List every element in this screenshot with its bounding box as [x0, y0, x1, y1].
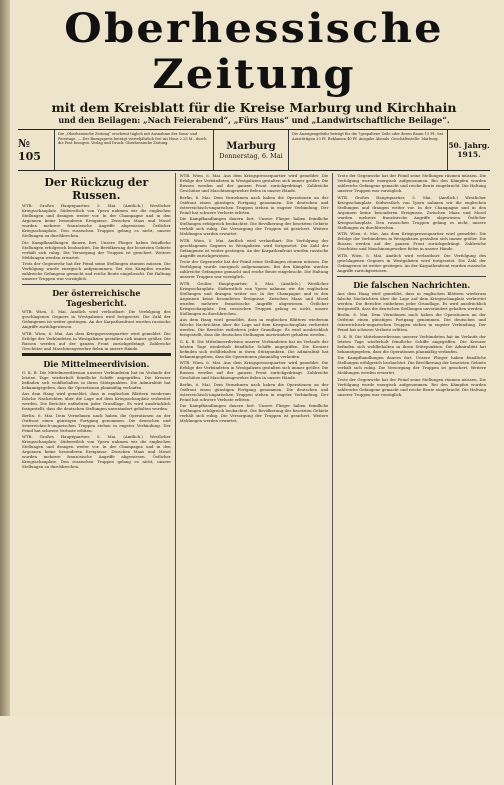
article-body — [337, 173, 486, 273]
article-paragraph: Aus dem Haag wird gemeldet, dass in englischen Blättern wiederum falsche Nachrichten über die Lage auf dem Kriegsschauplatz verbreitet werden. Die Berichte entbehren jeder Grundlage. Es wird ausdrücklich festgestellt, dass die deutschen Stellungen unverändert gehalten werden. — [337, 290, 487, 311]
article-paragraph: WTB. Wien, 5. Mai. Amtlich wird verlautbart: Die Verfolgung des geschlagenen Gegners in Westgalizien wird fortgesetzt. Die Zahl der Gefangenen ist weiter gestiegen. An der Karpathenfront wurden russische Angriffe zurückgewiesen. — [337, 252, 487, 273]
masthead-subtitle: mit dem Kreisblatt für die Kreise Marburg und Kirchhain — [51, 100, 457, 115]
article-paragraph: Trotz der Gegenwehr hat der Feind seine Stellungen räumen müssen. Die Verfolgung wurde energisch aufgenommen. Bei den Kämpfen wurden zahlreiche Gefangene gemacht und reiche Beute eingebracht. Die Haltung unserer Truppen war vorzüglich. — [337, 376, 487, 397]
article-paragraph: G. K. B. Die Mittelmeerdivision unserer Verbündeten hat im Verlaufe der letzten Tage wiederholt feindliche Schiffe angegriffen. Die Kreuzer befinden sich wohlbehalten in ihren Stützpunkten. Die Admiralität hat bekanntgegeben, dass die Operationen planmäßig verlaufen. — [337, 333, 487, 354]
column-divider — [22, 284, 171, 285]
article-paragraph: Trotz der Gegenwehr hat der Feind seine Stellungen räumen müssen. Die Verfolgung wurde energisch aufgenommen. Bei den Kämpfen wurden zahlreiche Gefangene gemacht und reiche Beute eingebracht. Die Haltung unserer Truppen war vorzüglich. — [179, 259, 329, 279]
article-paragraph: Aus dem Haag wird gemeldet, dass in englischen Blättern wiederum falsche Nachrichten über die Lage auf dem Kriegsschauplatz verbreitet werden. Die Berichte entbehren jeder Grundlage. Es wird ausdrücklich festgestellt, dass die deutschen Stellungen unverändert gehalten werden. — [22, 391, 171, 411]
article-paragraph: Berlin, 6. Mai. Dem Vernehmen nach haben die Operationen an der Ostfront einen günstigen Fortgang genommen. Die deutschen und österreichisch-ungarischen Truppen stehen in engster Verbindung. Der Feind hat schwere Verluste erlitten. — [179, 381, 329, 402]
article-paragraph: Berlin, 6. Mai. Dem Vernehmen nach haben die Operationen an der Ostfront einen günstigen Fortgang genommen. Die deutschen und österreichisch-ungarischen Truppen stehen in engster Verbindung. Der Feind hat schwere Verluste erlitten. — [22, 412, 171, 433]
issue-dateline — [213, 130, 289, 170]
article-paragraph: WTB. Wien, 6. Mai. Aus dem Kriegspressequartier wird gemeldet: Die Erfolge der Verbündeten in Westgalizien gestalten sich immer größer. Die Russen werden auf der ganzen Front zurückgedrängt. Zahlreiche Geschütze und Maschinengewehre fielen in unsere Hände. — [22, 330, 171, 351]
article-paragraph: WTB. Großes Hauptquartier, 5. Mai. (Amtlich.) Westlicher Kriegsschauplatz. Südwestlich von Ypern nahmen wir die englischen Stellungen und drangen weiter vor. In der Champagne und in den Argonnen keine besonderen Ereignisse. Zwischen Maas und Mosel wurden mehrere französische Angriffe abgewiesen. Östlicher Kriegsschauplatz. Den russischen Truppen gelang es nicht, unsere Stellungen zu durchbrechen. — [179, 280, 329, 316]
article-title: Der österreichische Tagesbericht. — [52, 288, 141, 308]
subscription-notice: Die „Oberhessische Zeitung“ erscheint täglich mit Ausnahme der Sonn- und Feiertage. — Der Bezugspreis beträgt vierteljährlich frei ins Haus 2.25 M., durch die Post bezogen. Verlag und Druck: Oberhessische Zeitung. — [58, 132, 207, 146]
column-3 — [333, 173, 490, 785]
issue-city: Marburg — [226, 140, 276, 152]
article-body — [22, 203, 171, 281]
article-paragraph: Die Kampfhandlungen dauern fort. Unsere Flieger haben feindliche Stellungen erfolgreich beobachtet. Die Bevölkerung der besetzten Gebiete verhält sich ruhig. Die Versorgung der Truppen ist gesichert. Weitere Meldungen werden erwartet. — [179, 403, 329, 423]
column-1 — [18, 173, 176, 785]
article-title: Die falschen Nachrichten. — [353, 279, 471, 290]
article-body — [22, 309, 171, 351]
article-paragraph: Berlin, 6. Mai. Dem Vernehmen nach haben die Operationen an der Ostfront einen günstigen Fortgang genommen. Die deutschen und österreichisch-ungarischen Truppen stehen in engster Verbindung. Der Feind hat schwere Verluste erlitten. — [337, 312, 487, 332]
page-binding-edge — [0, 0, 10, 716]
article-paragraph: Trotz der Gegenwehr hat der Feind seine Stellungen räumen müssen. Die Verfolgung wurde energisch aufgenommen. Bei den Kämpfen wurden zahlreiche Gefangene gemacht und reiche Beute eingebracht. Die Haltung unserer Truppen war vorzüglich. — [337, 173, 487, 193]
column-divider — [337, 276, 486, 277]
article-title: Der Rückzug der Russen. — [44, 176, 149, 202]
article-columns — [18, 173, 490, 785]
article-paragraph: WTB. Wien, 5. Mai. Amtlich wird verlautbart: Die Verfolgung des geschlagenen Gegners in Westgalizien wird fortgesetzt. Die Zahl der Gefangenen ist weiter gestiegen. An der Karpathenfront wurden russische Angriffe zurückgewiesen. — [179, 237, 329, 258]
article-paragraph: G. K. B. Die Mittelmeerdivision unserer Verbündeten hat im Verlaufe der letzten Tage wiederholt feindliche Schiffe angegriffen. Die Kreuzer befinden sich wohlbehalten in ihren Stützpunkten. Die Admiralität hat bekanntgegeben, dass die Operationen planmäßig verlaufen. — [179, 338, 329, 359]
article-paragraph: WTB. Wien, 6. Mai. Aus dem Kriegspressequartier wird gemeldet: Die Erfolge der Verbündeten in Westgalizien gestalten sich immer größer. Die Russen werden auf der ganzen Front zurückgedrängt. Zahlreiche Geschütze und Maschinengewehre fielen in unsere Hände. — [179, 173, 329, 193]
article-paragraph: Die Kampfhandlungen dauern fort. Unsere Flieger haben feindliche Stellungen erfolgreich beobachtet. Die Bevölkerung der besetzten Gebiete verhält sich ruhig. Die Versorgung der Truppen ist gesichert. Weitere Meldungen werden erwartet. — [179, 216, 329, 236]
advertising-notice: Die Anzeigengebühr beträgt für die 7gespaltene Zeile oder deren Raum 15 Pf., bei Auswärtigen 20 Pf. Reklamen 40 Pf. Ausgabe Abends. Geschäftsstelle: Marburg. — [292, 132, 443, 141]
article-paragraph: Die Kampfhandlungen dauern fort. Unsere Flieger haben feindliche Stellungen erfolgreich beobachtet. Die Bevölkerung der besetzten Gebiete verhält sich ruhig. Die Versorgung der Truppen ist gesichert. Weitere Meldungen werden erwartet. — [22, 239, 171, 260]
article-paragraph: Trotz der Gegenwehr hat der Feind seine Stellungen räumen müssen. Die Verfolgung wurde energisch aufgenommen. Bei den Kämpfen wurden zahlreiche Gefangene gemacht und reiche Beute eingebracht. Die Haltung unserer Truppen war vorzüglich. — [22, 261, 171, 281]
article-body — [180, 173, 329, 423]
issue-number: № 105 — [18, 130, 55, 170]
masthead-supplements: und den Beilagen: „Nach Feierabend“, „Fürs Haus“ und „Landwirtschaftliche Beilage“. — [58, 115, 450, 125]
volume-label: 50. Jahrg. — [448, 141, 490, 150]
article-paragraph: WTB. Wien, 6. Mai. Aus dem Kriegspressequartier wird gemeldet: Die Erfolge der Verbündeten in Westgalizien gestalten sich immer größer. Die Russen werden auf der ganzen Front zurückgedrängt. Zahlreiche Geschütze und Maschinengewehre fielen in unsere Hände. — [337, 231, 487, 251]
article-paragraph: G. K. B. Die Mittelmeerdivision unserer Verbündeten hat im Verlaufe der letzten Tage wiederholt feindliche Schiffe angegriffen. Die Kreuzer befinden sich wohlbehalten in ihren Stützpunkten. Die Admiralität hat bekanntgegeben, dass die Operationen planmäßig verlaufen. — [22, 369, 171, 390]
article-body — [337, 291, 486, 397]
article-paragraph: WTB. Großes Hauptquartier, 5. Mai. (Amtlich.) Westlicher Kriegsschauplatz. Südwestlich von Ypern nahmen wir die englischen Stellungen und drangen weiter vor. In der Champagne und in den Argonnen keine besonderen Ereignisse. Zwischen Maas und Mosel wurden mehrere französische Angriffe abgewiesen. Östlicher Kriegsschauplatz. Den russischen Truppen gelang es nicht, unsere Stellungen zu durchbrechen. — [22, 203, 171, 238]
issue-year: 1915. — [457, 150, 481, 159]
article-paragraph: WTB. Großes Hauptquartier, 5. Mai. (Amtlich.) Westlicher Kriegsschauplatz. Südwestlich von Ypern nahmen wir die englischen Stellungen und drangen weiter vor. In der Champagne und in den Argonnen keine besonderen Ereignisse. Zwischen Maas und Mosel wurden mehrere französische Angriffe abgewiesen. Östlicher Kriegsschauplatz. Den russischen Truppen gelang es nicht, unsere Stellungen zu durchbrechen. — [22, 434, 171, 469]
article-paragraph: WTB. Wien, 6. Mai. Aus dem Kriegspressequartier wird gemeldet: Die Erfolge der Verbündeten in Westgalizien gestalten sich immer größer. Die Russen werden auf der ganzen Front zurückgedrängt. Zahlreiche Geschütze und Maschinengewehre fielen in unsere Hände. — [179, 360, 329, 380]
article-paragraph: Berlin, 6. Mai. Dem Vernehmen nach haben die Operationen an der Ostfront einen günstigen Fortgang genommen. Die deutschen und österreichisch-ungarischen Truppen stehen in engster Verbindung. Der Feind hat schwere Verluste erlitten. — [179, 194, 329, 215]
issue-date: Donnerstag, 6. Mai — [219, 151, 283, 160]
article-paragraph: WTB. Wien, 5. Mai. Amtlich wird verlautbart: Die Verfolgung des geschlagenen Gegners in Westgalizien wird fortgesetzt. Die Zahl der Gefangenen ist weiter gestiegen. An der Karpathenfront wurden russische Angriffe zurückgewiesen. — [22, 309, 171, 329]
article-title: Die Mittelmeerdivision. — [43, 358, 150, 369]
article-paragraph: WTB. Großes Hauptquartier, 5. Mai. (Amtlich.) Westlicher Kriegsschauplatz. Südwestlich von Ypern nahmen wir die englischen Stellungen und drangen weiter vor. In der Champagne und in den Argonnen keine besonderen Ereignisse. Zwischen Maas und Mosel wurden mehrere französische Angriffe abgewiesen. Östlicher Kriegsschauplatz. Den russischen Truppen gelang es nicht, unsere Stellungen zu durchbrechen. — [337, 194, 487, 230]
article-paragraph: Die Kampfhandlungen dauern fort. Unsere Flieger haben feindliche Stellungen erfolgreich beobachtet. Die Bevölkerung der besetzten Gebiete verhält sich ruhig. Die Versorgung der Truppen ist gesichert. Weitere Meldungen werden erwartet. — [337, 355, 487, 375]
issue-volume — [447, 130, 490, 170]
issue-info-bar — [18, 129, 490, 171]
newspaper-title: Oberhessische Zeitung — [64, 5, 444, 98]
section-bar — [22, 353, 171, 356]
article-body — [22, 370, 171, 470]
article-paragraph: Aus dem Haag wird gemeldet, dass in englischen Blättern wiederum falsche Nachrichten über die Lage auf dem Kriegsschauplatz verbreitet werden. Die Berichte entbehren jeder Grundlage. Es wird ausdrücklich festgestellt, dass die deutschen Stellungen unverändert gehalten werden. — [179, 317, 329, 337]
column-2 — [176, 173, 334, 785]
masthead — [18, 6, 490, 125]
